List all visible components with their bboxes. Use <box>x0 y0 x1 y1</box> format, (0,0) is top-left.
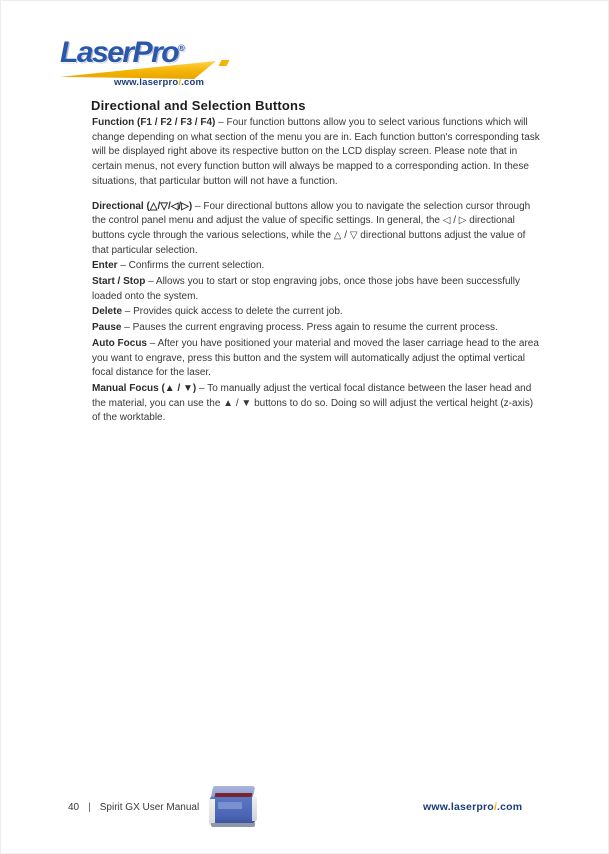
page-title: Directional and Selection Buttons <box>91 98 306 113</box>
paragraph-start-stop: Start / Stop – Allows you to start or stop engraving jobs, once those jobs have been successfully loaded onto the system. <box>92 276 521 302</box>
logo-brand-text <box>60 36 185 70</box>
paragraph-enter: Enter – Confirms the current selection. <box>92 260 265 272</box>
footer-separator: | <box>88 802 91 813</box>
footer-website-url: www.laserproi.com <box>423 801 523 813</box>
machine-front-panel <box>218 802 242 809</box>
paragraph-function: Function (F1 / F2 / F3 / F4) – Four function buttons allow you to select various functions which will change depending on what section of the menu you are in. Each function button's corresponding task will be displayed right above its respective button on the LCD display screen. Please note that in certain menus, not every function button will always be mapped to a corresponding action. In these situations, that particular button will not have a function. <box>92 117 540 187</box>
body-text-block <box>92 116 541 427</box>
paragraph-auto-focus: Auto Focus – After you have positioned your material and moved the laser carriage head to the area you want to engrave, press this button and the system will automatically adjust the optimal vertical focal distance for the laser. <box>92 337 539 379</box>
footer-page-info <box>68 802 199 813</box>
stylized-i-glyph: i <box>493 801 497 813</box>
logo-url-text: www.laserproi.com <box>114 77 205 88</box>
laserpro-logo <box>58 36 248 94</box>
manual-title: Spirit GX User Manual <box>99 802 200 813</box>
machine-left-pillar <box>209 799 215 825</box>
paragraph-directional: Directional (△/▽/◁/▷) – Four directional buttons allow you to navigate the selection cursor through the control panel menu and adjust the value of specific settings. In general, the ◁ / ▷ directional buttons cycle through the various selections, while the △ / ▽ directional buttons adjust the value of that particular selection. <box>92 200 531 256</box>
machine-body <box>210 797 255 823</box>
paragraph-pause: Pause – Pauses the current engraving process. Press again to resume the current process. <box>92 322 498 334</box>
paragraph-manual-focus: Manual Focus (▲ / ▼) – To manually adjust the vertical focal distance between the laser head and the material, you can use the ▲ / ▼ buttons to do so. Doing so will adjust the vertical height (z-axis) of the worktable. <box>92 382 534 424</box>
machine-base <box>211 823 255 827</box>
page-number: 40 <box>68 802 80 813</box>
registered-trademark-symbol: ® <box>178 43 185 53</box>
paragraph-delete: Delete – Provides quick access to delete the current job. <box>92 306 343 318</box>
logo-swoosh-dot <box>218 60 229 66</box>
laser-machine-image <box>209 784 257 830</box>
stylized-i-glyph: i <box>178 77 182 88</box>
machine-right-pillar <box>252 797 257 821</box>
brand-name: LaserPro <box>60 36 179 69</box>
